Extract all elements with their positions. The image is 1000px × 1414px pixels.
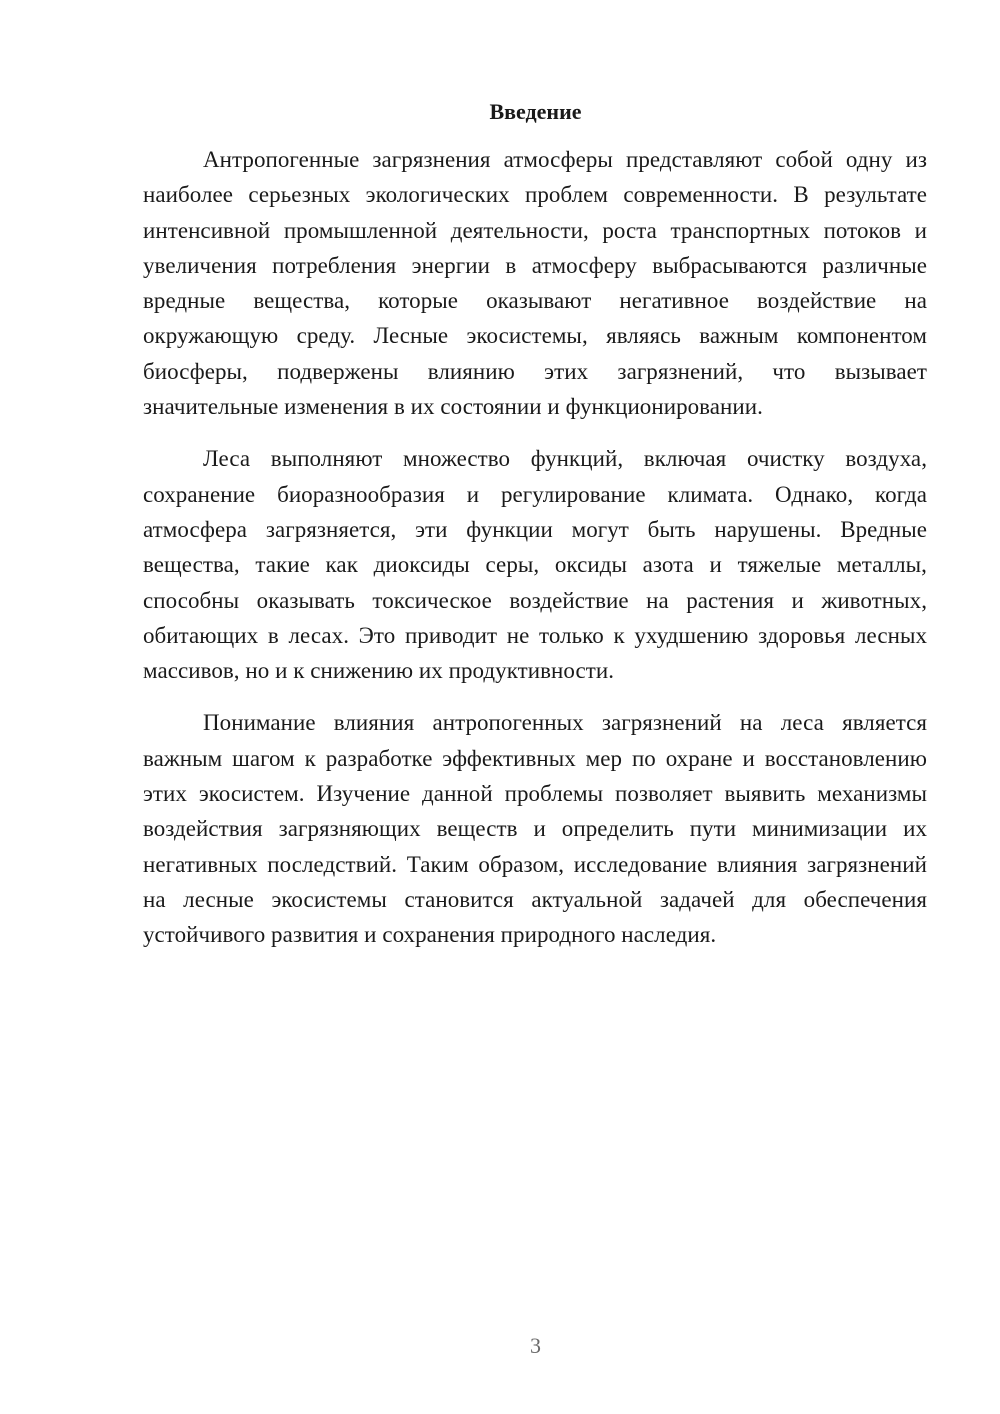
- paragraph-3: Понимание влияния антропогенных загрязнений на леса является важным шагом к разработке эффективных мер по охране и восстановлению этих экосистем. Изучение данной проблемы позволяет выявить механизмы воздействия загрязняющих веществ и определить пути минимизации их негативных последствий. Таким образом, исследование влияния загрязнений на лесные экосистемы становится актуальной задачей для обеспечения устойчивого развития и сохранения природного наследия.: [143, 710, 927, 948]
- section-heading: Введение: [489, 99, 582, 124]
- paragraph-2: Леса выполняют множество функций, включая очистку воздуха, сохранение биоразнообразия и регулирование климата. Однако, когда атмосфера загрязняется, эти функции могут быть нарушены. Вредные вещества, такие как диоксиды серы, оксиды азота и тяжелые металлы, способны оказывать токсическое воздействие на растения и животных, обитающих в лесах. Это приводит не только к ухудшению здоровья лесных массивов, но и к снижению их продуктивности.: [143, 446, 927, 684]
- page-number: 3: [530, 1333, 541, 1358]
- paragraph-1: Антропогенные загрязнения атмосферы представляют собой одну из наиболее серьезных экологических проблем современности. В результате интенсивной промышленной деятельности, роста транспортных потоков и увеличения потребления энергии в атмосферу выбрасываются различные вредные вещества, которые оказывают негативное воздействие на окружающую среду. Лесные экосистемы, являясь важным компонентом биосферы, подвержены влиянию этих загрязнений, что вызывает значительные изменения в их состоянии и функционировании.: [143, 147, 927, 420]
- body-text: [143, 142, 927, 970]
